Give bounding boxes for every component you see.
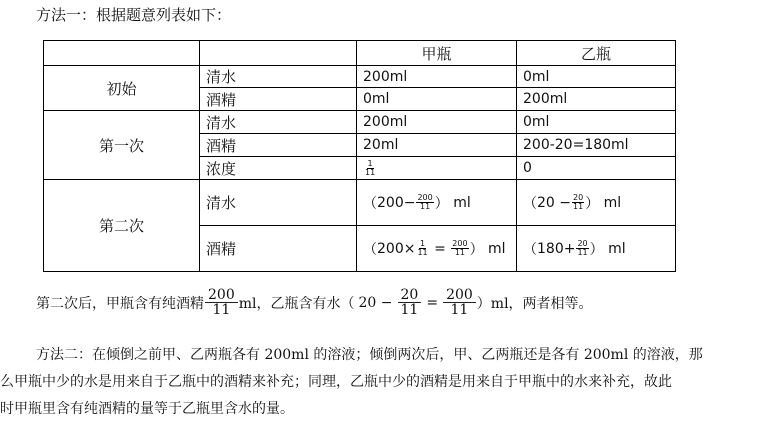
- fraction: $\frac{20}{11}$: [577, 239, 588, 257]
- cell: （ 180+ $\frac{20}{11}$ ） ml: [517, 226, 676, 272]
- conclusion-line: 第二次后，甲瓶含有纯酒精 $\frac{200}{11}$ ml，乙瓶含有水（ 20 − $\frac{20}{11}$ = $\frac{200}{11}$ ）ml，两者相等。: [36, 287, 593, 318]
- cell: 0ml: [357, 88, 517, 111]
- table-row: [44, 111, 676, 134]
- fraction: $\frac{20}{11}$: [573, 193, 584, 211]
- fraction: $\frac{1}{11}$: [365, 158, 376, 177]
- cell: 0: [517, 157, 676, 180]
- cell: 200ml: [517, 88, 676, 111]
- cell: 0ml: [517, 66, 676, 88]
- item-alcohol: 酒精: [200, 88, 357, 111]
- cell: （ 200− $\frac{200}{11}$ ） ml: [357, 180, 517, 226]
- item-water: 清水: [200, 180, 357, 226]
- item-alcohol: 酒精: [200, 226, 357, 272]
- cell: （ 200× $\frac{1}{11}$ = $\frac{200}{11}$ ） ml: [357, 226, 517, 272]
- fraction: $\frac{200}{11}$: [205, 288, 238, 317]
- group-initial: 初始: [44, 66, 200, 111]
- group-first: 第一次: [44, 111, 200, 180]
- cell: 20ml: [357, 134, 517, 157]
- col-header-yi: 乙瓶: [517, 41, 676, 66]
- fraction: $\frac{200}{11}$: [443, 288, 476, 317]
- cell: 0ml: [517, 111, 676, 134]
- table-row: [44, 66, 676, 88]
- data-table: [43, 40, 676, 272]
- cell: （ 20 − $\frac{20}{11}$ ） ml: [517, 180, 676, 226]
- fraction: $\frac{1}{11}$: [417, 239, 428, 257]
- item-alcohol: 酒精: [200, 134, 357, 157]
- corner-cell: [44, 41, 200, 66]
- fraction: $\frac{200}{11}$: [417, 193, 433, 211]
- cell: 200ml: [357, 66, 517, 88]
- blank-header-cell: [200, 41, 357, 66]
- item-concentration: 浓度: [200, 157, 357, 180]
- col-header-jia: 甲瓶: [357, 41, 517, 66]
- cell: [357, 157, 517, 180]
- table-row: [44, 180, 676, 226]
- cell: 200-20=180ml: [517, 134, 676, 157]
- item-water: 清水: [200, 66, 357, 88]
- cell: 200ml: [357, 111, 517, 134]
- fraction: $\frac{20}{11}$: [398, 288, 422, 317]
- fraction: $\frac{200}{11}$: [452, 239, 468, 257]
- item-water: 清水: [200, 111, 357, 134]
- group-second: 第二次: [44, 180, 200, 272]
- method-two-paragraph: 方法二：在倾倒之前甲、乙两瓶各有 200ml 的溶液；倾倒两次后，甲、乙两瓶还是各有 200ml 的溶液，那 么甲瓶中少的水是用来自于乙瓶中的酒精来补充；同理，乙瓶中少的酒精是用来自于甲瓶中的水来补充，故此 时甲瓶里含有纯酒精的量等于乙瓶里含水的量。: [0, 347, 703, 417]
- table-header-row: [44, 41, 676, 66]
- method-one-heading: 方法一：根据题意列表如下：: [36, 6, 232, 24]
